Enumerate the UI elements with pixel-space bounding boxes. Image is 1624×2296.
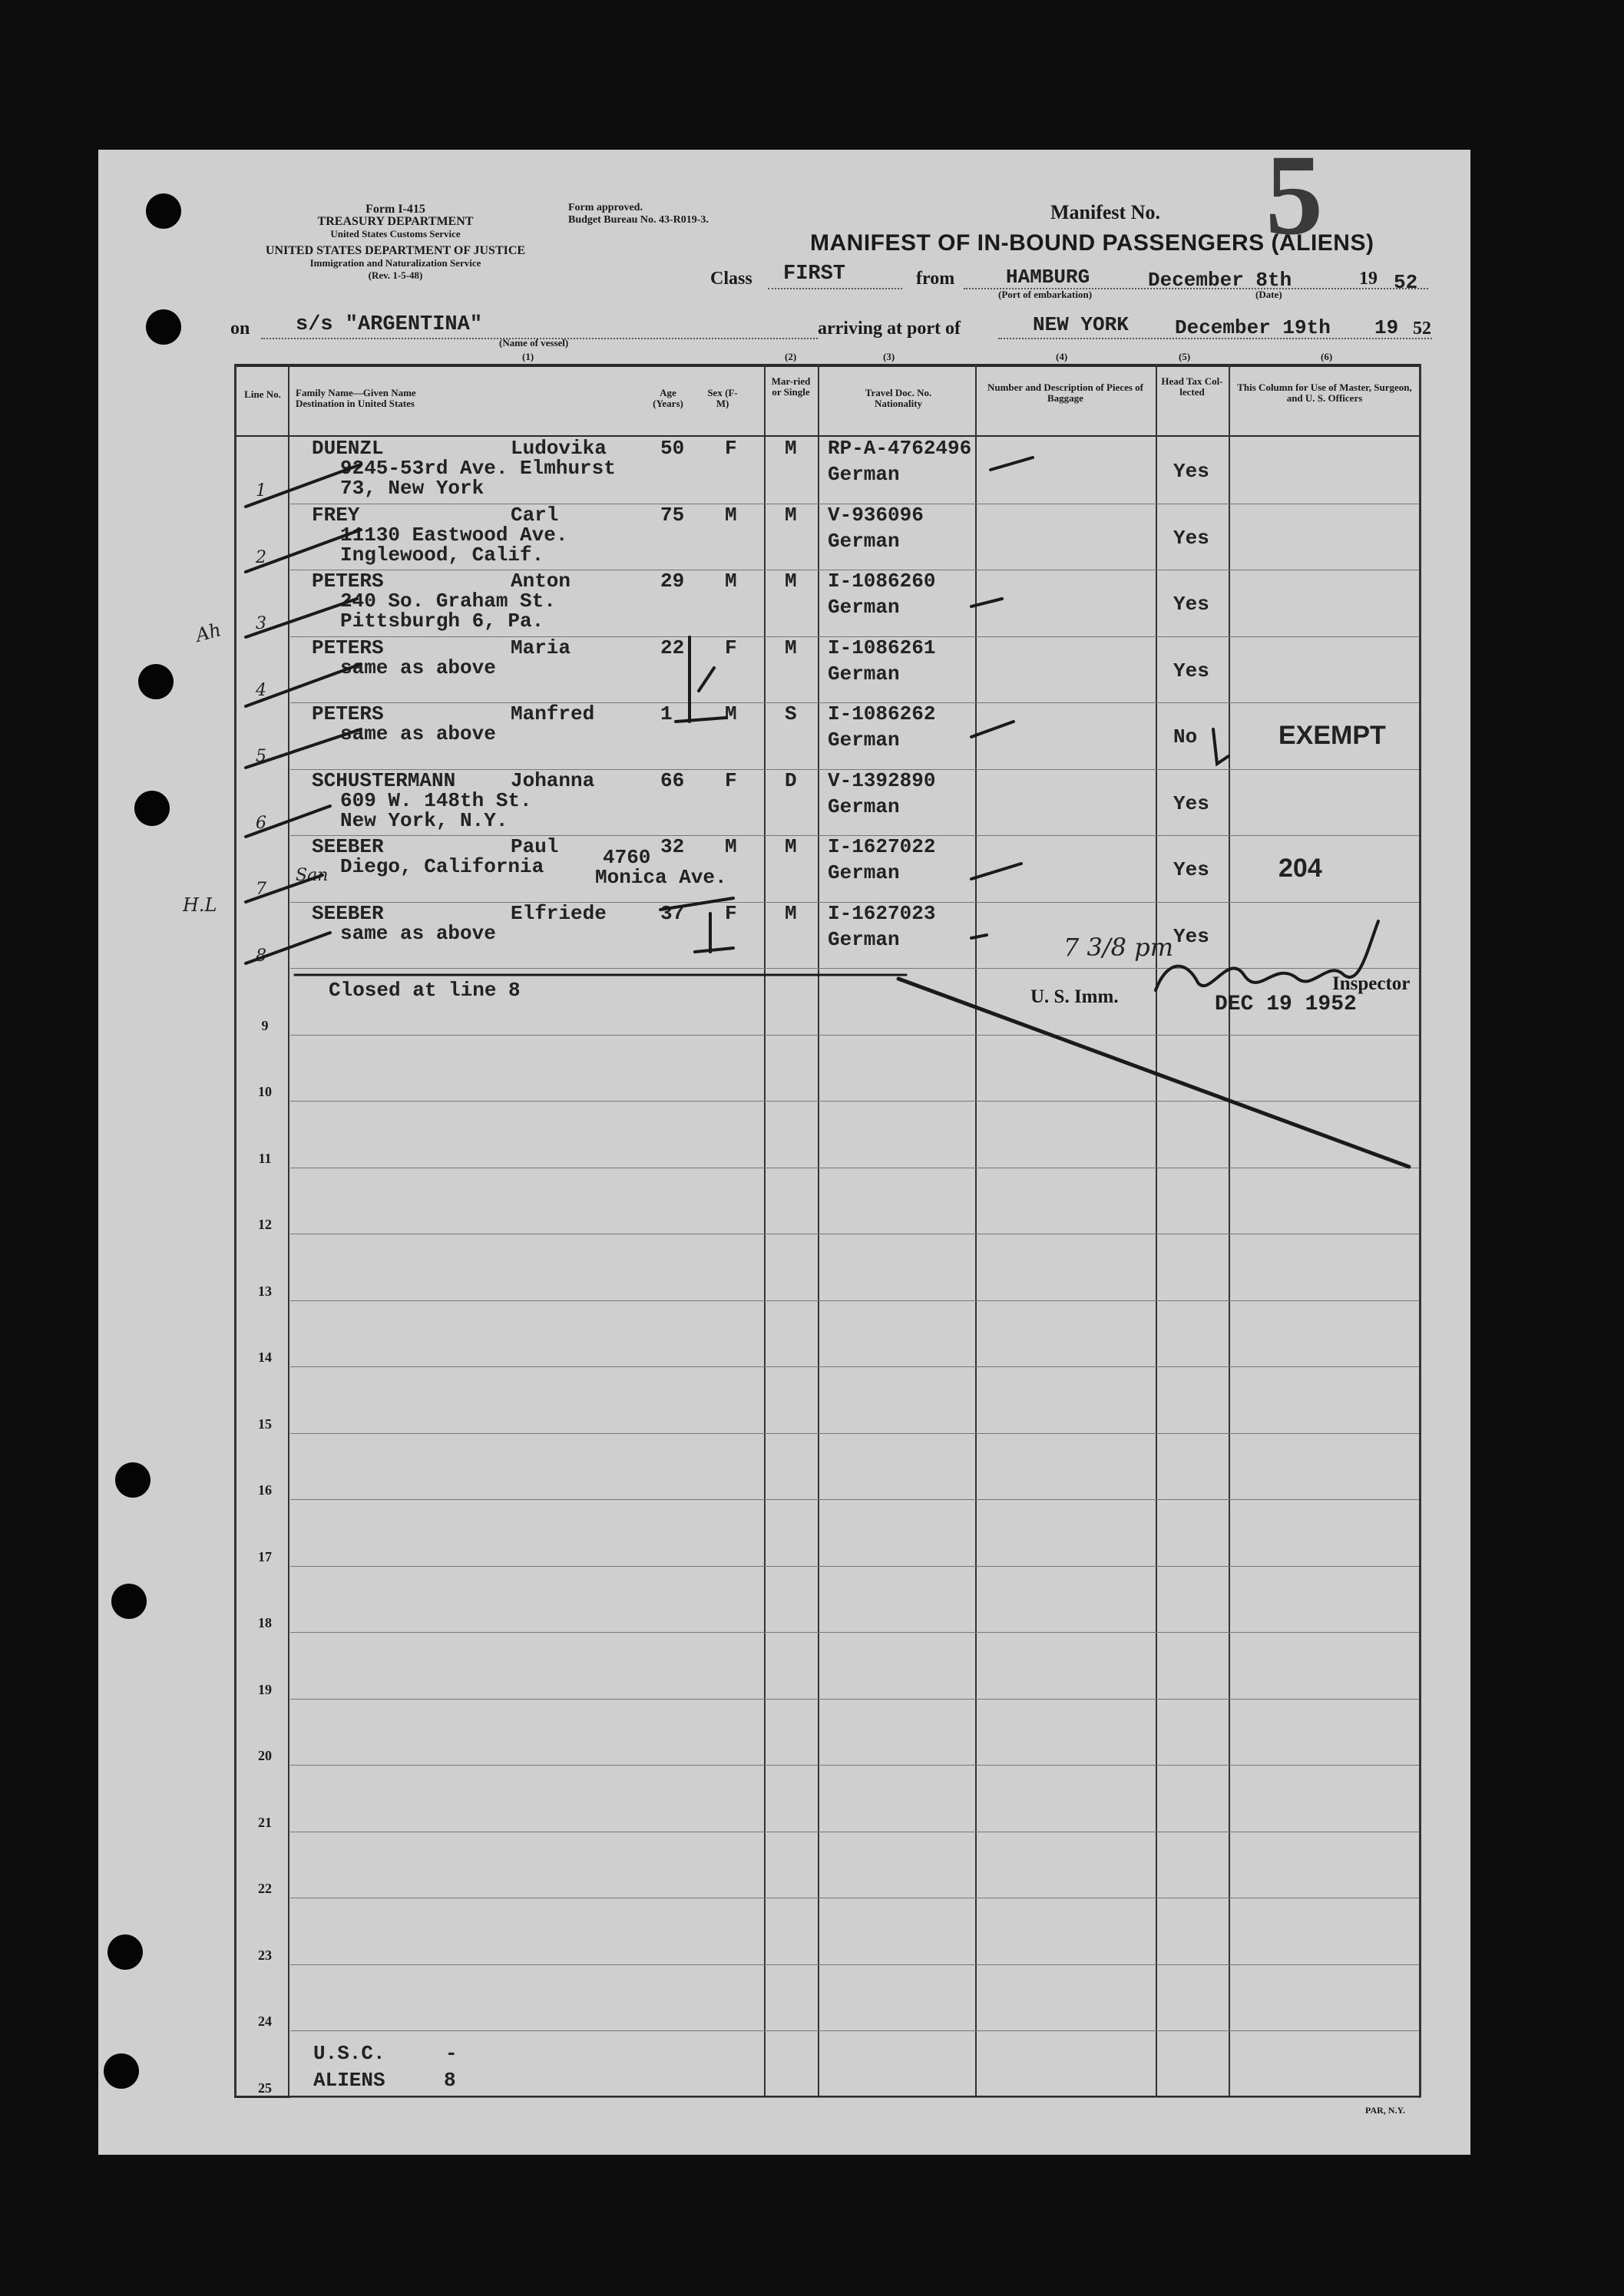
punch-hole: [146, 309, 181, 345]
margin-mark: H.L: [183, 894, 217, 916]
class-label: Class: [710, 269, 752, 289]
line-number: 12: [258, 1217, 272, 1232]
nationality: German: [828, 596, 900, 619]
line-number: 18: [258, 1615, 272, 1630]
destination-line-1: Diego, California: [340, 855, 544, 878]
col-rule-outer-right: [1419, 364, 1421, 2097]
punch-hole: [104, 2053, 139, 2089]
budget-bureau: Budget Bureau No. 43-R019-3.: [568, 214, 709, 226]
form-number: Form I-415: [365, 203, 425, 216]
sex: F: [725, 636, 737, 659]
married-status: M: [785, 835, 797, 858]
line-number: 24: [258, 2014, 272, 2029]
destination-line-1: same as above: [340, 722, 496, 745]
col-rule-name: [764, 364, 766, 2097]
age: 32: [660, 835, 685, 858]
col-rule-outer-left: [234, 364, 236, 2097]
given-name: Ludovika: [511, 437, 607, 460]
given-name: Elfriede: [511, 901, 607, 925]
punch-hole: [138, 664, 174, 699]
destination-line-1: 9245-53rd Ave. Elmhurst: [340, 457, 616, 480]
age: 75: [660, 503, 685, 527]
nationality: German: [828, 463, 900, 486]
given-name: Carl: [511, 503, 559, 527]
col-head-line: Line No.: [244, 388, 281, 400]
from-label: from: [916, 269, 955, 289]
row-rule: [290, 1632, 1419, 1633]
family-name: PETERS: [312, 636, 384, 659]
col-rule-doc: [975, 364, 977, 2097]
line-number: 3: [256, 614, 266, 633]
head-tax: Yes: [1173, 593, 1209, 616]
arriving-label: arriving at port of: [818, 319, 961, 339]
aliens-value: 8: [444, 2069, 456, 2092]
class-value: FIRST: [783, 263, 846, 286]
date-note: (Date): [1255, 289, 1282, 300]
col-head-officers: This Column for Use of Master, Surgeon, and U. S. Officers: [1237, 382, 1412, 404]
embark-date: December 8th: [1148, 269, 1292, 292]
married-status: S: [785, 702, 797, 725]
page-title: MANIFEST OF IN-BOUND PASSENGERS (ALIENS): [810, 230, 1374, 256]
approval-block: [568, 202, 709, 226]
inspection-date-stamp: DEC 19 1952: [1215, 993, 1357, 1016]
nationality: German: [828, 662, 900, 685]
line-number: 13: [258, 1283, 272, 1299]
head-tax: Yes: [1173, 526, 1209, 550]
punch-hole: [146, 193, 181, 229]
age: 66: [660, 768, 685, 792]
married-status: M: [785, 636, 797, 659]
line-number: 19: [258, 1681, 272, 1697]
line-number: 10: [258, 1084, 272, 1099]
row-rule: [290, 1566, 1419, 1567]
travel-doc-no: V-1392890: [828, 768, 936, 792]
destination-handwritten: San: [296, 866, 329, 885]
married-status: M: [785, 570, 797, 593]
year-prefix: 19: [1359, 269, 1378, 289]
age: 29: [660, 570, 685, 593]
row-rule: [290, 1765, 1419, 1766]
usc-label: U.S.C.: [313, 2042, 385, 2065]
married-status: M: [785, 503, 797, 527]
col-head-doc: Travel Doc. No. Nationality: [865, 387, 932, 409]
margin-mark: Ah: [193, 619, 223, 646]
form-approved: Form approved.: [568, 202, 643, 213]
destination-house-no: 4760: [603, 846, 651, 869]
punch-hole: [111, 1584, 147, 1619]
travel-doc-no: I-1086261: [828, 636, 936, 659]
inspector-title: Inspector: [1332, 973, 1411, 994]
line-number: 15: [258, 1416, 272, 1432]
manifest-no-label: Manifest No.: [1050, 201, 1160, 223]
nationality: German: [828, 728, 900, 752]
married-status: M: [785, 901, 797, 925]
col-rule-tax: [1229, 364, 1230, 2097]
given-name: Paul: [511, 835, 559, 858]
sex: M: [725, 702, 737, 725]
revision: (Rev. 1-5-48): [368, 269, 423, 281]
destination-line-1: 240 So. Graham St.: [340, 590, 556, 613]
married-status: M: [785, 437, 797, 460]
row-rule: [290, 1433, 1419, 1434]
ins-service: Immigration and Naturalization Service: [309, 257, 481, 269]
col-head-age: Age (Years): [653, 387, 683, 409]
row-rule: [290, 1499, 1419, 1500]
embark-year: 52: [1394, 271, 1418, 294]
form-agency-block: [227, 203, 564, 282]
line-number: 22: [258, 1881, 272, 1896]
destination-line-2: Inglewood, Calif.: [340, 543, 544, 567]
travel-doc-no: I-1086262: [828, 702, 936, 725]
col-head-tax: Head Tax Col-lected: [1161, 375, 1223, 398]
usc-value: -: [445, 2042, 458, 2065]
vessel-note: (Name of vessel): [499, 337, 569, 349]
line-number: 25: [258, 2080, 272, 2096]
treasury-dept: TREASURY DEPARTMENT: [317, 215, 474, 228]
head-tax: Yes: [1173, 858, 1209, 881]
destination-line-1: 609 W. 148th St.: [340, 788, 532, 812]
sex: M: [725, 570, 737, 593]
head-tax: Yes: [1173, 924, 1209, 948]
married-status: D: [785, 768, 797, 792]
nationality: German: [828, 795, 900, 818]
age: 1: [660, 702, 673, 725]
sex: F: [725, 768, 737, 792]
arrival-port: NEW YORK: [1033, 313, 1129, 336]
punch-hole: [107, 1934, 143, 1970]
line-number: 7: [256, 880, 266, 899]
arrival-date: December 19th: [1175, 316, 1331, 339]
aliens-label: ALIENS: [313, 2069, 385, 2092]
table-top-rule: [234, 364, 1421, 367]
travel-doc-no: I-1627023: [828, 901, 936, 925]
line-number: 14: [258, 1350, 272, 1365]
col-head-name: Family Name—Given Name Destination in United States: [296, 387, 416, 409]
punch-hole: [134, 791, 170, 826]
class-rule: [768, 288, 902, 289]
col-rule-line: [288, 364, 289, 2097]
line-number: 8: [256, 946, 266, 966]
port-embark-note: (Port of embarkation): [998, 289, 1093, 300]
row-rule: [290, 968, 1419, 969]
vessel-name: s/s "ARGENTINA": [296, 313, 483, 336]
line-number: 9: [261, 1017, 269, 1033]
line-number: 23: [258, 1947, 272, 1963]
line-number: 2: [256, 547, 266, 567]
destination-line-1: same as above: [340, 656, 496, 679]
destination-line-2: New York, N.Y.: [340, 808, 508, 832]
head-tax: Yes: [1173, 659, 1209, 682]
col-num-3: (3): [883, 351, 895, 362]
age: 37: [660, 901, 685, 925]
family-name: SCHUSTERMANN: [312, 768, 456, 792]
punch-hole: [115, 1462, 150, 1498]
sex: F: [725, 901, 737, 925]
row-rule: [290, 1699, 1419, 1700]
customs-service: United States Customs Service: [330, 228, 461, 240]
nationality: German: [828, 861, 900, 884]
age: 22: [660, 636, 685, 659]
row-rule: [290, 1964, 1419, 1965]
line-number: 5: [256, 747, 266, 766]
nationality: German: [828, 529, 900, 553]
col-rule-married: [818, 364, 819, 2097]
manifest-number: 5: [1265, 131, 1323, 259]
age: 50: [660, 437, 685, 460]
travel-doc-no: V-936096: [828, 503, 924, 527]
family-name: SEEBER: [312, 901, 384, 925]
destination-line-2: Pittsburgh 6, Pa.: [340, 610, 544, 633]
arrival-year-prefix: 19: [1374, 316, 1399, 339]
row-rule: [290, 1300, 1419, 1301]
col-num-5: (5): [1179, 351, 1191, 362]
col-head-married: Mar-ried or Single: [771, 375, 811, 398]
family-name: PETERS: [312, 702, 384, 725]
row-rule: [290, 1035, 1419, 1036]
line-number: 11: [258, 1150, 272, 1166]
family-name: PETERS: [312, 570, 384, 593]
col-num-4: (4): [1056, 351, 1068, 362]
given-name: Johanna: [511, 768, 595, 792]
head-tax: Yes: [1173, 791, 1209, 815]
line-number: 16: [258, 1482, 272, 1498]
destination-line-1: 11130 Eastwood Ave.: [340, 523, 568, 547]
sex: M: [725, 503, 737, 527]
on-label: on: [230, 319, 250, 339]
head-tax: Yes: [1173, 460, 1209, 483]
arrival-time-note: 7 3/8 pm: [1063, 933, 1174, 962]
col-num-6: (6): [1321, 351, 1333, 362]
col-rule-baggage: [1156, 364, 1157, 2097]
embark-port: HAMBURG: [1006, 266, 1090, 289]
row-rule: [290, 2097, 1419, 2098]
col-head-sex: Sex (F-M): [707, 387, 738, 409]
sex: F: [725, 437, 737, 460]
col-head-baggage: Number and Description of Pieces of Baggage: [987, 382, 1144, 404]
row-rule: [290, 1101, 1419, 1102]
arrival-year: 52: [1413, 319, 1431, 339]
line-number: 1: [256, 481, 266, 500]
line-number: 21: [258, 1814, 272, 1830]
family-name: SEEBER: [312, 835, 384, 858]
officer-note: 204: [1278, 854, 1322, 883]
head-tax: No: [1173, 725, 1198, 748]
family-name: DUENZL: [312, 437, 384, 460]
col-num-1: (1): [522, 351, 534, 362]
line-number: 4: [256, 680, 266, 700]
travel-doc-no: RP-A-4762496: [828, 437, 972, 460]
nationality: German: [828, 927, 900, 951]
destination-street: Monica Ave.: [595, 866, 727, 889]
row-rule: [290, 1366, 1419, 1367]
given-name: Maria: [511, 636, 571, 659]
sex: M: [725, 835, 737, 858]
line-number: 17: [258, 1548, 272, 1564]
family-name: FREY: [312, 503, 360, 527]
travel-doc-no: I-1627022: [828, 835, 936, 858]
inspector-label: U. S. Imm.: [1030, 986, 1119, 1007]
given-name: Anton: [511, 570, 571, 593]
col-num-2: (2): [785, 351, 797, 362]
destination-line-2: 73, New York: [340, 477, 485, 500]
officer-note: EXEMPT: [1278, 721, 1386, 750]
line-number: 20: [258, 1748, 272, 1763]
travel-doc-no: I-1086260: [828, 570, 936, 593]
closed-at-line: Closed at line 8: [329, 979, 521, 1002]
destination-line-1: same as above: [340, 921, 496, 945]
row-rule: [290, 2030, 1419, 2031]
printer-mark: PAR, N.Y.: [1365, 2105, 1406, 2116]
given-name: Manfred: [511, 702, 595, 725]
justice-dept: UNITED STATES DEPARTMENT OF JUSTICE: [265, 244, 526, 257]
line-number: 6: [256, 813, 266, 833]
